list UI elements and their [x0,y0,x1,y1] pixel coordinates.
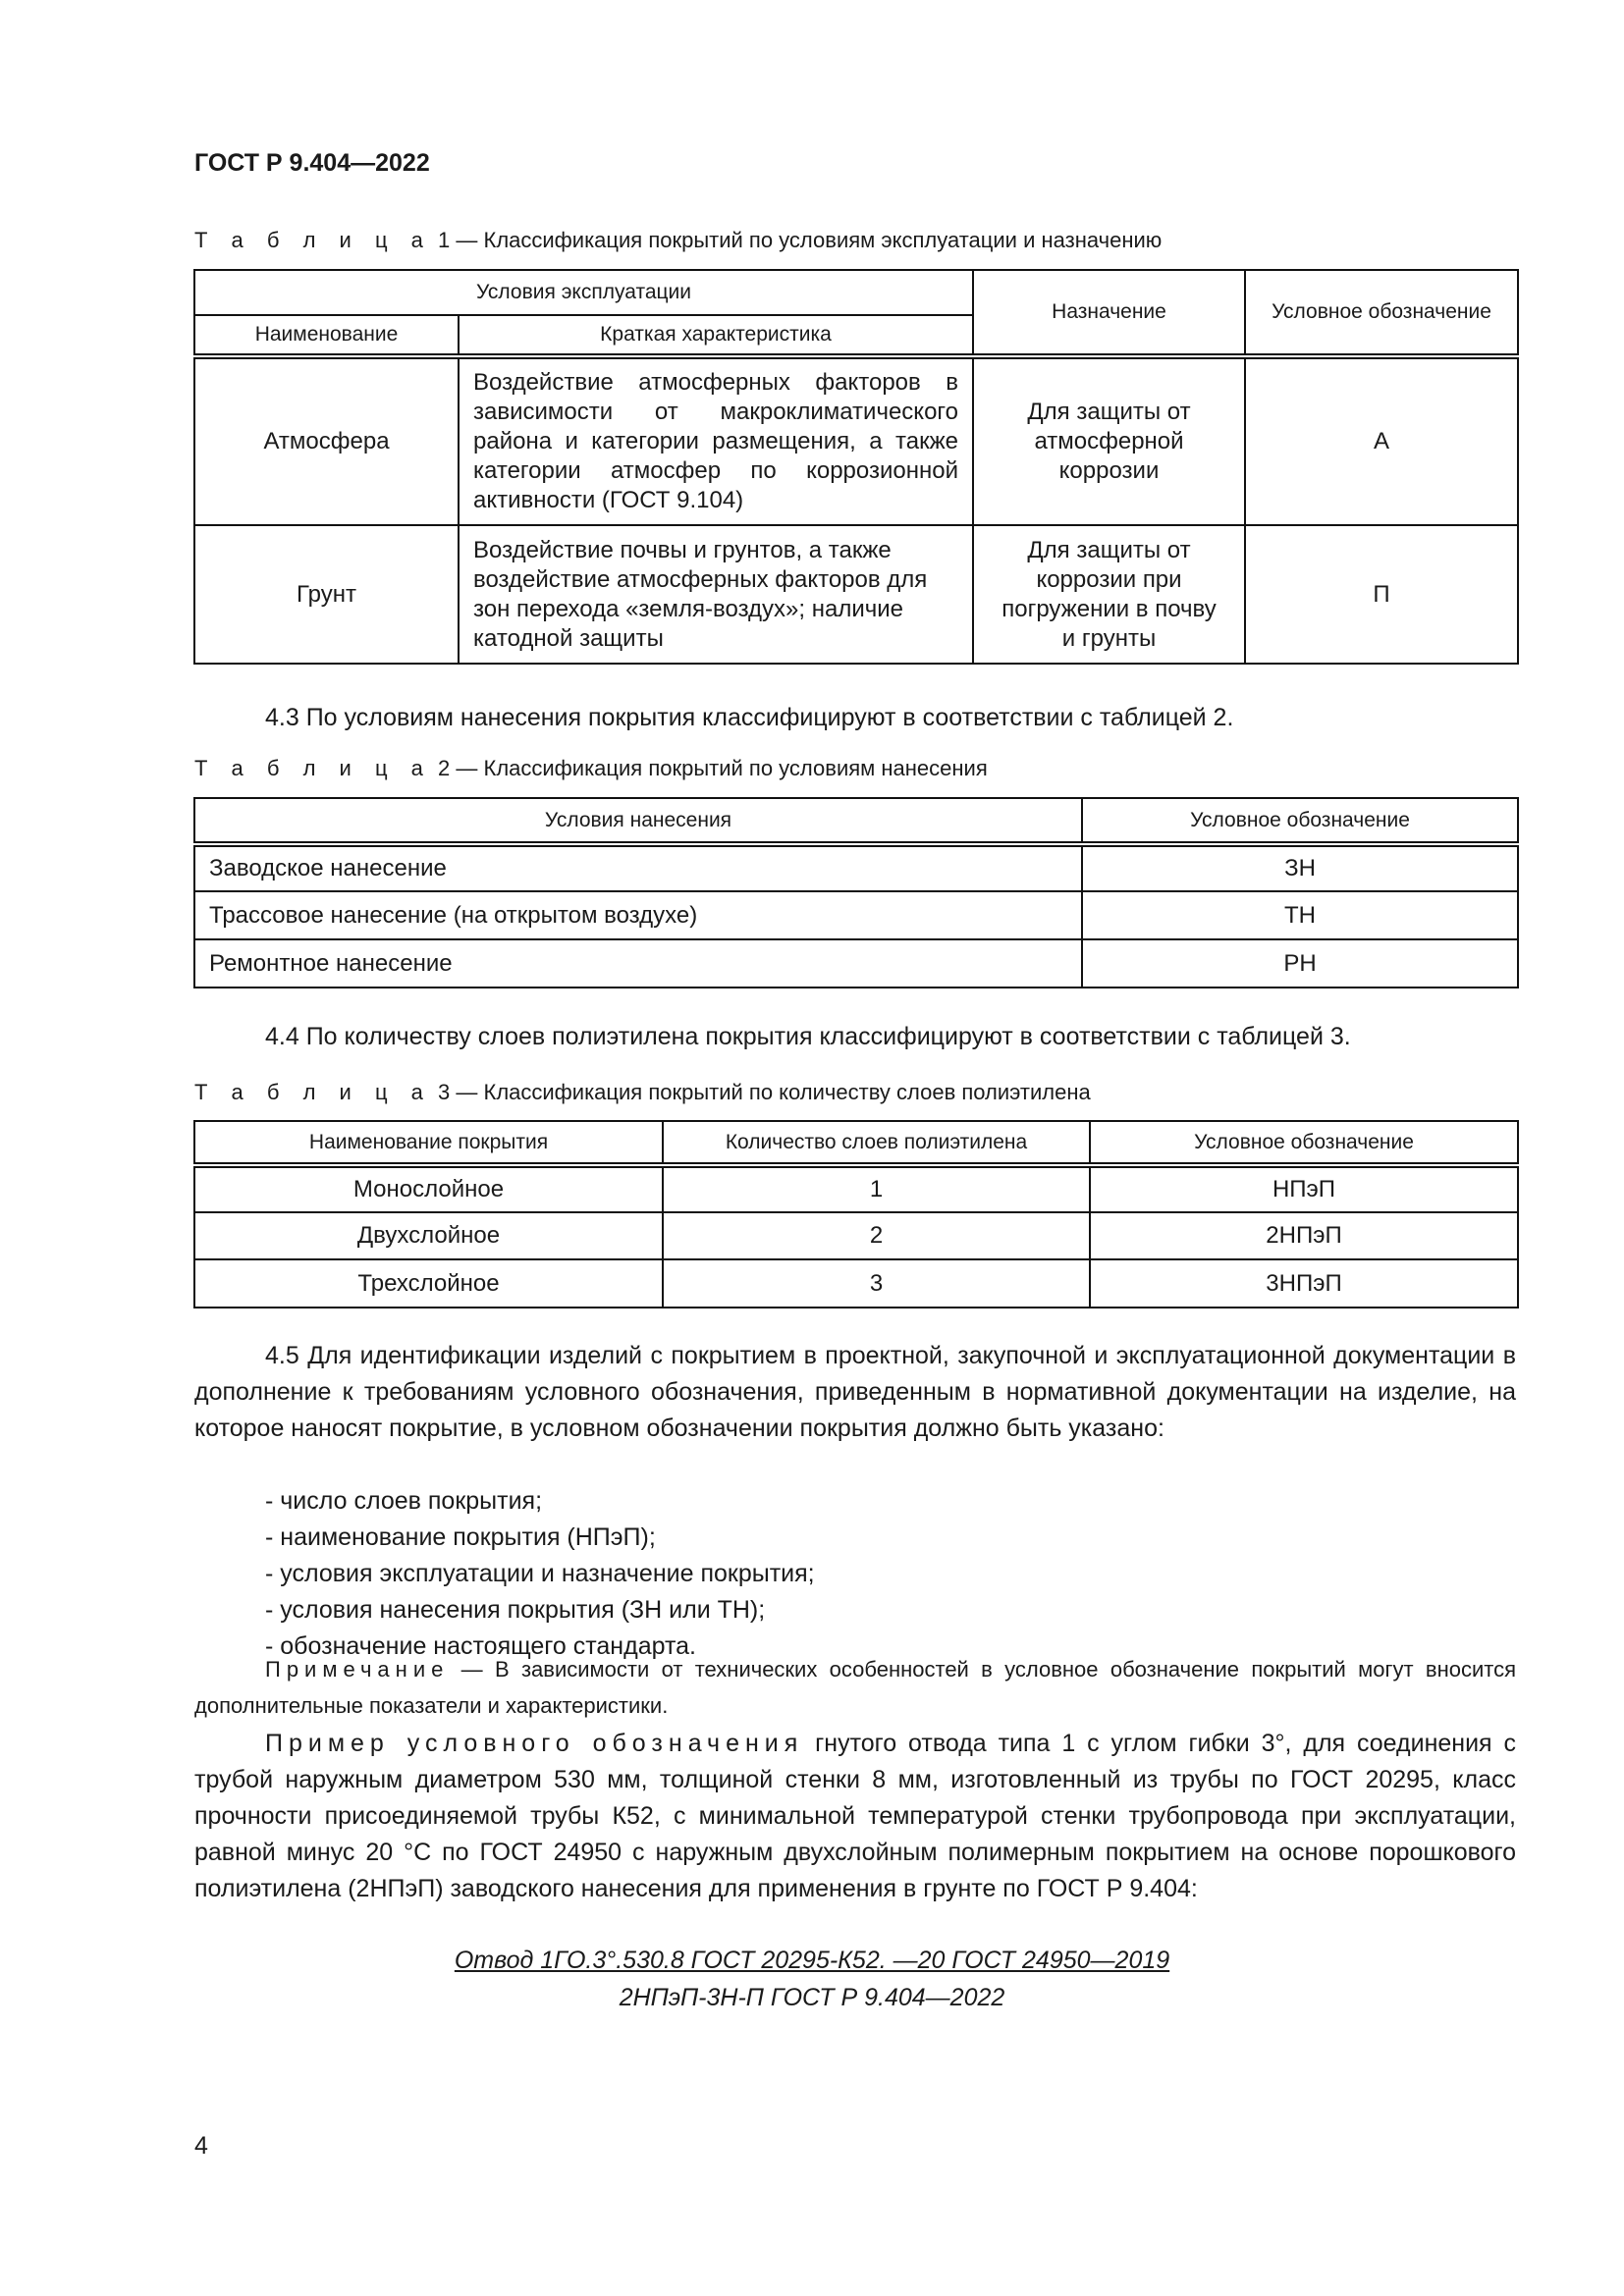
table2 [193,797,1519,988]
table1-cell-purpose: Для защиты от коррозии при погружении в почву и грунты [973,525,1245,664]
table1-caption-label: Т а б л и ц а [194,228,432,252]
table2-cell-code: ТН [1082,891,1518,939]
table1 [193,269,1519,665]
table1-cell-code: П [1245,525,1518,664]
table3-cell-code: НПэП [1090,1165,1518,1212]
table1-cell-description: Воздействие атмосферных факторов в зависимости от макроклиматического района и категории размещения, а также категории атмосфер по коррозионной активности (ГОСТ 9.104) [459,356,973,525]
table3-cell-name: Двухслойное [194,1212,663,1259]
example-designation [0,1942,1624,2016]
table1-row [194,356,1518,525]
table3-cell-layers: 2 [663,1212,1090,1259]
table3-cell-name: Трехслойное [194,1259,663,1308]
note-text: В зависимости от технических особенностей в условное обозначение покрытий могут вносится дополнительные показатели и характеристики. [194,1657,1516,1718]
table3-row [194,1212,1518,1259]
list-item: - число слоев покрытия; [265,1487,543,1515]
table3-cell-code: 3НПэП [1090,1259,1518,1308]
table1-header-purpose: Назначение [973,270,1245,356]
table3-cell-layers: 3 [663,1259,1090,1308]
example-label: Пример условного обозначения [265,1730,804,1757]
example-text: гнутого отвода типа 1 с углом гибки 3°, для соединения с трубой наружным диаметром 530 мм, толщиной стенки 8 мм, изготовленный из трубы по ГОСТ 20295, класс прочности присоединяемой трубы К52, с минимальной температурой стенки трубопровода при эксплуатации, равной минус 20 °С по ГОСТ 24950 с наружным двухслойным полимерным покрытием на основе порошкового полиэтилена (2НПэП) заводского нанесения для применения в грунте по ГОСТ Р 9.404: [194,1730,1516,1902]
table2-cell-code: РН [1082,939,1518,988]
table3-caption-label: Т а б л и ц а [194,1080,432,1104]
note-dash: — [449,1657,495,1682]
table2-row [194,844,1518,891]
table2-cell-condition: Заводское нанесение [194,844,1082,891]
table3-caption-title: 3 — Классификация покрытий по количеству слоев полиэтилена [438,1080,1091,1104]
table1-cell-code: А [1245,356,1518,525]
table2-cell-condition: Ремонтное нанесение [194,939,1082,988]
table3-header-name: Наименование покрытия [194,1121,663,1165]
table1-header-name: Наименование [194,315,459,356]
table2-row [194,891,1518,939]
list-item: - наименование покрытия (НПэП); [265,1523,656,1551]
table2-cell-condition: Трассовое нанесение (на открытом воздухе) [194,891,1082,939]
table2-caption-label: Т а б л и ц а [194,756,432,780]
list-item: - условия нанесения покрытия (ЗН или ТН); [265,1596,766,1624]
designation-line-1: Отвод 1ГО.3°.530.8 ГОСТ 20295-К52. —20 ГОСТ 24950—2019 [454,1947,1170,1974]
note [194,1651,1516,1724]
example [194,1726,1516,1907]
section-4-5: 4.5 Для идентификации изделий с покрытием в проектной, закупочной и эксплуатационной документации в дополнение к требованиям условного обозначения, приведенным в нормативной документации на изделие, на которое наносят покрытие, в условном обозначении покрытия должно быть указано: [194,1342,1516,1442]
section-4-5-list [265,1483,815,1665]
table2-header-code: Условное обозначение [1082,798,1518,844]
table2-header-condition: Условия нанесения [194,798,1082,844]
table3-row [194,1165,1518,1212]
list-item: - условия эксплуатации и назначение покрытия; [265,1560,815,1587]
list-item: - обозначение настоящего стандарта. [265,1632,696,1660]
table1-cell-description: Воздействие почвы и грунтов, а также воздействие атмосферных факторов для зон перехода «земля-воздух»; наличие катодной защиты [459,525,973,664]
table1-group-header: Условия эксплуатации [194,270,973,315]
table2-caption-title: 2 — Классификация покрытий по условиям нанесения [438,756,988,780]
table2-caption [194,756,988,781]
section-4-4: 4.4 По количеству слоев полиэтилена покрытия классифицируют в соответствии с таблицей 3. [265,1023,1351,1050]
table2-row [194,939,1518,988]
table3-row [194,1259,1518,1308]
table1-caption-title: 1 — Классификация покрытий по условиям эксплуатации и назначению [438,228,1163,252]
table1-header-description: Краткая характеристика [459,315,973,356]
table3-cell-name: Монослойное [194,1165,663,1212]
document-code-header: ГОСТ Р 9.404—2022 [194,149,430,177]
table1-cell-name: Атмосфера [194,356,459,525]
page-number: 4 [194,2132,208,2160]
table3 [193,1120,1519,1308]
table1-header-code: Условное обозначение [1245,270,1518,356]
table3-caption [194,1080,1091,1105]
table3-cell-layers: 1 [663,1165,1090,1212]
table1-cell-purpose: Для защиты от атмосферной коррозии [973,356,1245,525]
designation-line-2: 2НПэП-3Н-П ГОСТ Р 9.404—2022 [619,1984,1005,2011]
section-4-3: 4.3 По условиям нанесения покрытия классифицируют в соответствии с таблицей 2. [265,704,1234,731]
table1-cell-name: Грунт [194,525,459,664]
table3-header-layers: Количество слоев полиэтилена [663,1121,1090,1165]
table1-row [194,525,1518,664]
table3-header-code: Условное обозначение [1090,1121,1518,1165]
table2-cell-code: ЗН [1082,844,1518,891]
note-label: Примечание [265,1657,450,1682]
table3-cell-code: 2НПэП [1090,1212,1518,1259]
table1-caption [194,228,1162,253]
